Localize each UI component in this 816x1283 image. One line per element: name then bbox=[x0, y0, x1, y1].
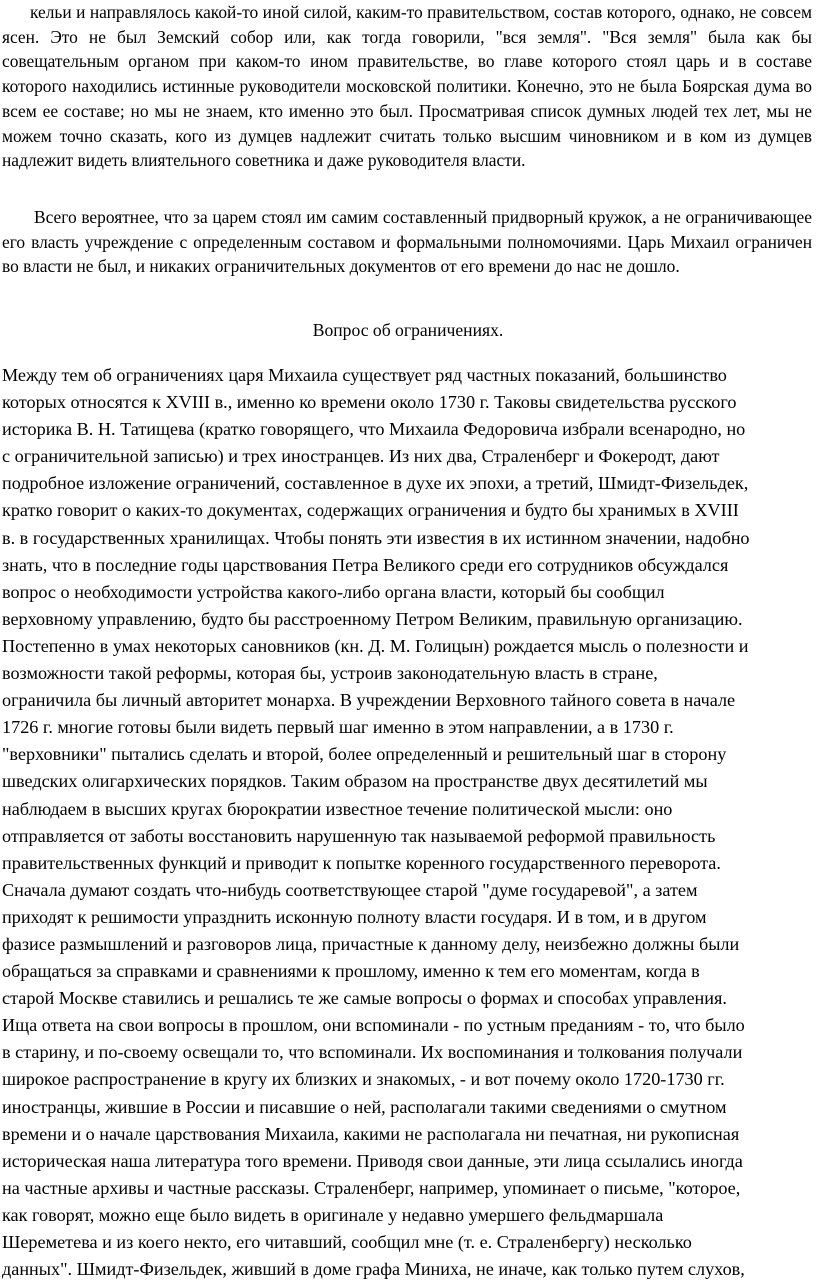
text-line: на частные архивы и частные рассказы. Страленберг, например, упоминает о письме, "которое, bbox=[2, 1177, 741, 1198]
text-line: верховному управлению, будто бы расстроенному Петром Великим, правильную организацию. bbox=[2, 608, 743, 629]
text-line: Сначала думают создать что-нибудь соответствующее старой "думе государевой", а затем bbox=[2, 879, 698, 900]
text-line: широкое распространение в кругу их близких и знакомых, - и вот почему около 1720-1730 гг. bbox=[2, 1069, 725, 1090]
text-line: Постепенно в умах некоторых сановников (кн. Д. М. Голицын) рождается мысль о полезности и bbox=[2, 635, 749, 656]
text-line: правительственных функций и приводит к попытке коренного государственного переворота. bbox=[2, 852, 721, 873]
text-line: отправляется от заботы восстановить нарушенную так называемой реформой правильность bbox=[2, 825, 716, 846]
text-line: ограничила бы личный авторитет монарха. В учреждении Верховного тайного совета в начале bbox=[2, 690, 736, 711]
text-line: знать, что в последние годы царствования Петра Великого среди его сотрудников обсуждался bbox=[2, 554, 729, 575]
section-heading: Вопрос об ограничениях. bbox=[312, 320, 504, 340]
text-line: как говорят, можно еще было видеть в оригинале у недавно умершего фельдмаршала bbox=[2, 1204, 664, 1225]
text-line: "верховники" пытались сделать и второй, более определенный и решительный шаг в сторону bbox=[2, 744, 727, 765]
text-line: возможности такой реформы, которая бы, устроив законодательную власть в стране, bbox=[2, 663, 658, 684]
text-line: Шереметева и из коего некто, его читавший, сообщил мне (т. е. Страленбергу) несколько bbox=[2, 1232, 692, 1252]
text-line: кратко говорит о каких-то документах, содержащих ограничения и будто бы хранимых в XVIII bbox=[2, 500, 739, 521]
text-line: 1726 г. многие готовы были видеть первый шаг именно в этом направлении, а в 1730 г. bbox=[2, 717, 674, 738]
text-line: с ограничительной записью) и трех иностранцев. Из них два, Страленберг и Фокеродт, дают bbox=[2, 446, 720, 467]
text-line: старой Москве ставились и решались те же самые вопросы о формах и способах управления. bbox=[2, 988, 727, 1009]
text-line: приходят к решимости упразднить исконную полноту власти государя. И в том, и в другом bbox=[2, 906, 707, 927]
text-line: вопрос о необходимости устройства какого-либо органа власти, который бы сообщил bbox=[2, 581, 665, 602]
text-line: которых относятся к XVIII в., именно ко времени около 1730 г. Таковы свидетельства русского bbox=[2, 392, 737, 413]
paragraph-court-circle: Всего вероятнее, что за царем стоял им самим составленный придворный кружок, а не ограничивающее его власть учреждение с определенным составом и формальными полномочиями. Царь Михаил ограничен во власти не был, и никаких ограничительных документов от его времени до нас не дошло. bbox=[2, 207, 812, 277]
text-line: наблюдаем в высших кругах бюрократии известное течение политической мысли: оно bbox=[2, 798, 673, 819]
text-line: шведских олигархических порядков. Таким образом на пространстве двух десятилетий мы bbox=[2, 771, 708, 792]
text-line: Между тем об ограничениях царя Михаила существует ряд частных показаний, большинство bbox=[2, 365, 727, 385]
text-line: иностранцы, жившие в России и писавшие о ней, располагали такими сведениями о смутном bbox=[2, 1096, 727, 1117]
text-line: данных". Шмидт-Физельдек, живший в доме графа Миниха, не иначе, как только путем слухов, bbox=[2, 1259, 745, 1280]
text-line: историческая наша литература того времени. Приводя свои данные, эти лица ссылались иногда bbox=[2, 1150, 743, 1171]
text-line: фазисе размышлений и разговоров лица, причастные к данному делу, неизбежно должны были bbox=[2, 933, 740, 954]
text-line: обращаться за справками и сравнениями к прошлому, именно к тем его моментам, когда в bbox=[2, 961, 700, 982]
text-line: подробное изложение ограничений, составленное в духе их эпохи, а третий, Шмидт-Физельдек, bbox=[2, 473, 749, 494]
paragraph-intro: кельи и направлялось какой-то иной силой, каким-то правительством, состав которого, однако, не совсем ясен. Это не был Земский собор или, как тогда говорили, "вся земля". "Вся земля" была как бы совещательным органом при каком-то ином правительстве, во главе которого стоял царь и в составе которого находились истинные руководители московской политики. Конечно, это не была Боярская дума во всем ее составе; но мы не знаем, кто именно это был. Просматривая список думных людей тех лет, мы не можем точно сказать, кого из думцев надлежит считать только высшим чиновником и в ком из думцев надлежит видеть влиятельного советника и даже руководителя власти. bbox=[2, 2, 812, 171]
text-line: в. в государственных хранилищах. Чтобы понять эти известия в их истинном значении, надобно bbox=[2, 527, 750, 548]
paragraph-limitations bbox=[2, 362, 816, 1283]
text-line: времени и о начале царствования Михаила, какими не располагала ни печатная, ни рукописная bbox=[2, 1123, 740, 1144]
text-line: в старину, и по-своему освещали то, что вспоминали. Их воспоминания и толкования получали bbox=[2, 1042, 743, 1063]
text-line: историка В. Н. Татищева (кратко говорящего, что Михаила Федоровича избрали всенародно, но bbox=[2, 419, 746, 440]
text-line: Ища ответа на свои вопросы в прошлом, они вспоминали - по устным преданиям - то, что было bbox=[2, 1015, 745, 1036]
